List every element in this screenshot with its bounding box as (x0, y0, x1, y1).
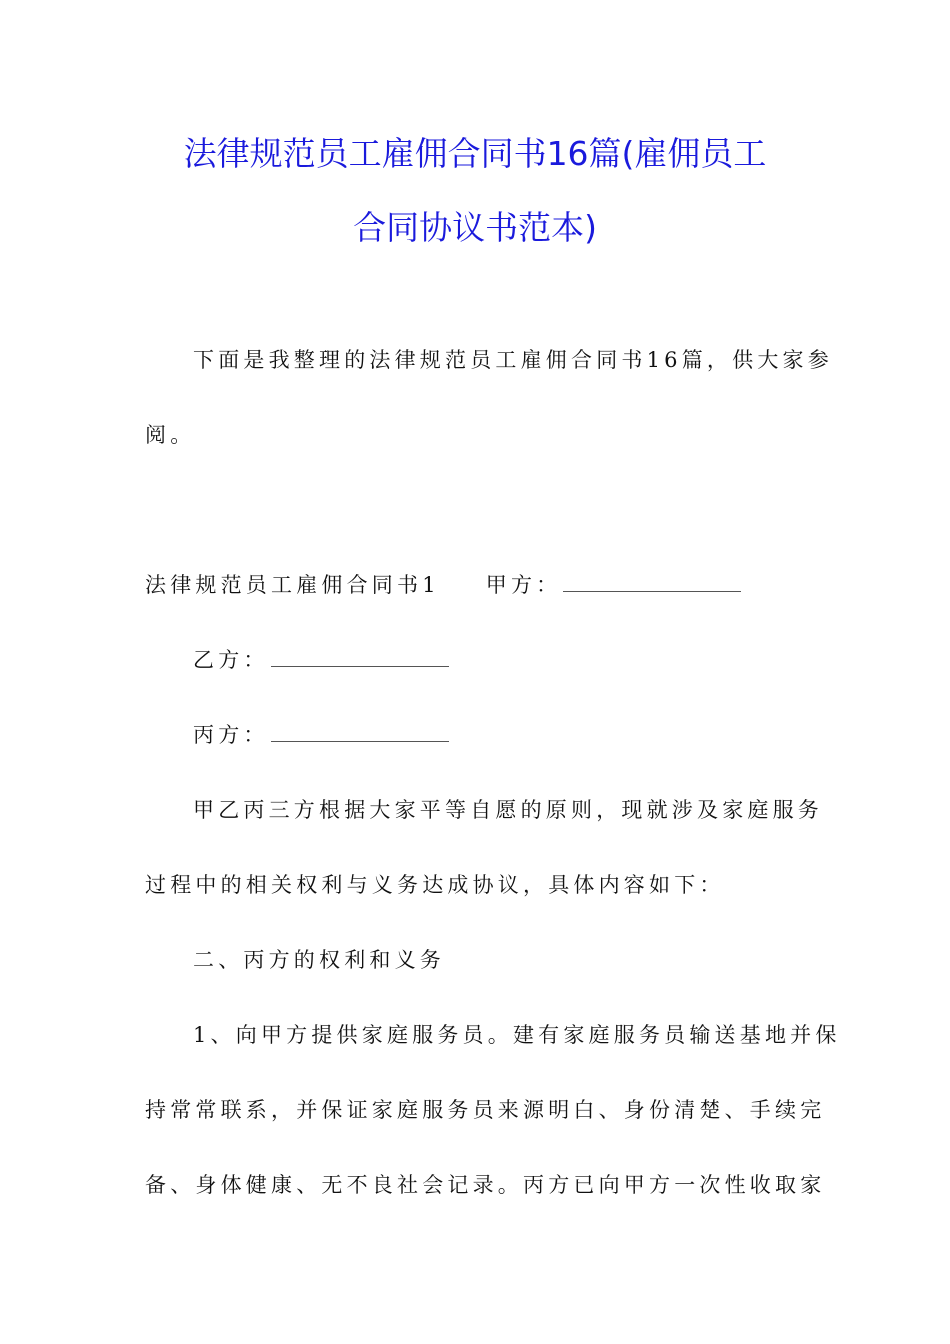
party-b-row (193, 645, 449, 675)
subheading: 二、丙方的权利和义务 (193, 948, 445, 972)
section-heading: 法律规范员工雇佣合同书1 (145, 573, 440, 597)
document-title-line2: 合同协议书范本) (353, 208, 597, 247)
party-a-blank-line (563, 573, 741, 592)
intro-line1: 下面是我整理的法律规范员工雇佣合同书16篇，供大家参 (193, 348, 833, 372)
party-b-label: 乙方： (193, 648, 269, 672)
para1-line1: 甲乙丙三方根据大家平等自愿的原则，现就涉及家庭服务 (193, 798, 823, 822)
item1-line2: 持常常联系，并保证家庭服务员来源明白、身份清楚、手续完 (145, 1098, 826, 1122)
party-c-row (193, 720, 449, 750)
party-c-label: 丙方： (193, 723, 269, 747)
document-title-line1: 法律规范员工雇佣合同书16篇(雇佣员工 (183, 134, 767, 173)
section-heading-row (145, 570, 741, 600)
item1-line3: 备、身体健康、无不良社会记录。丙方已向甲方一次性收取家 (145, 1173, 826, 1197)
intro-line2: 阅。 (145, 423, 196, 447)
party-a-label: 甲方： (485, 573, 562, 597)
party-b-blank-line (271, 648, 449, 667)
party-c-blank-line (271, 723, 449, 742)
item1-line1: 1、向甲方提供家庭服务员。建有家庭服务员输送基地并保 (193, 1023, 841, 1047)
para1-line2: 过程中的相关权利与义务达成协议，具体内容如下： (145, 873, 725, 897)
